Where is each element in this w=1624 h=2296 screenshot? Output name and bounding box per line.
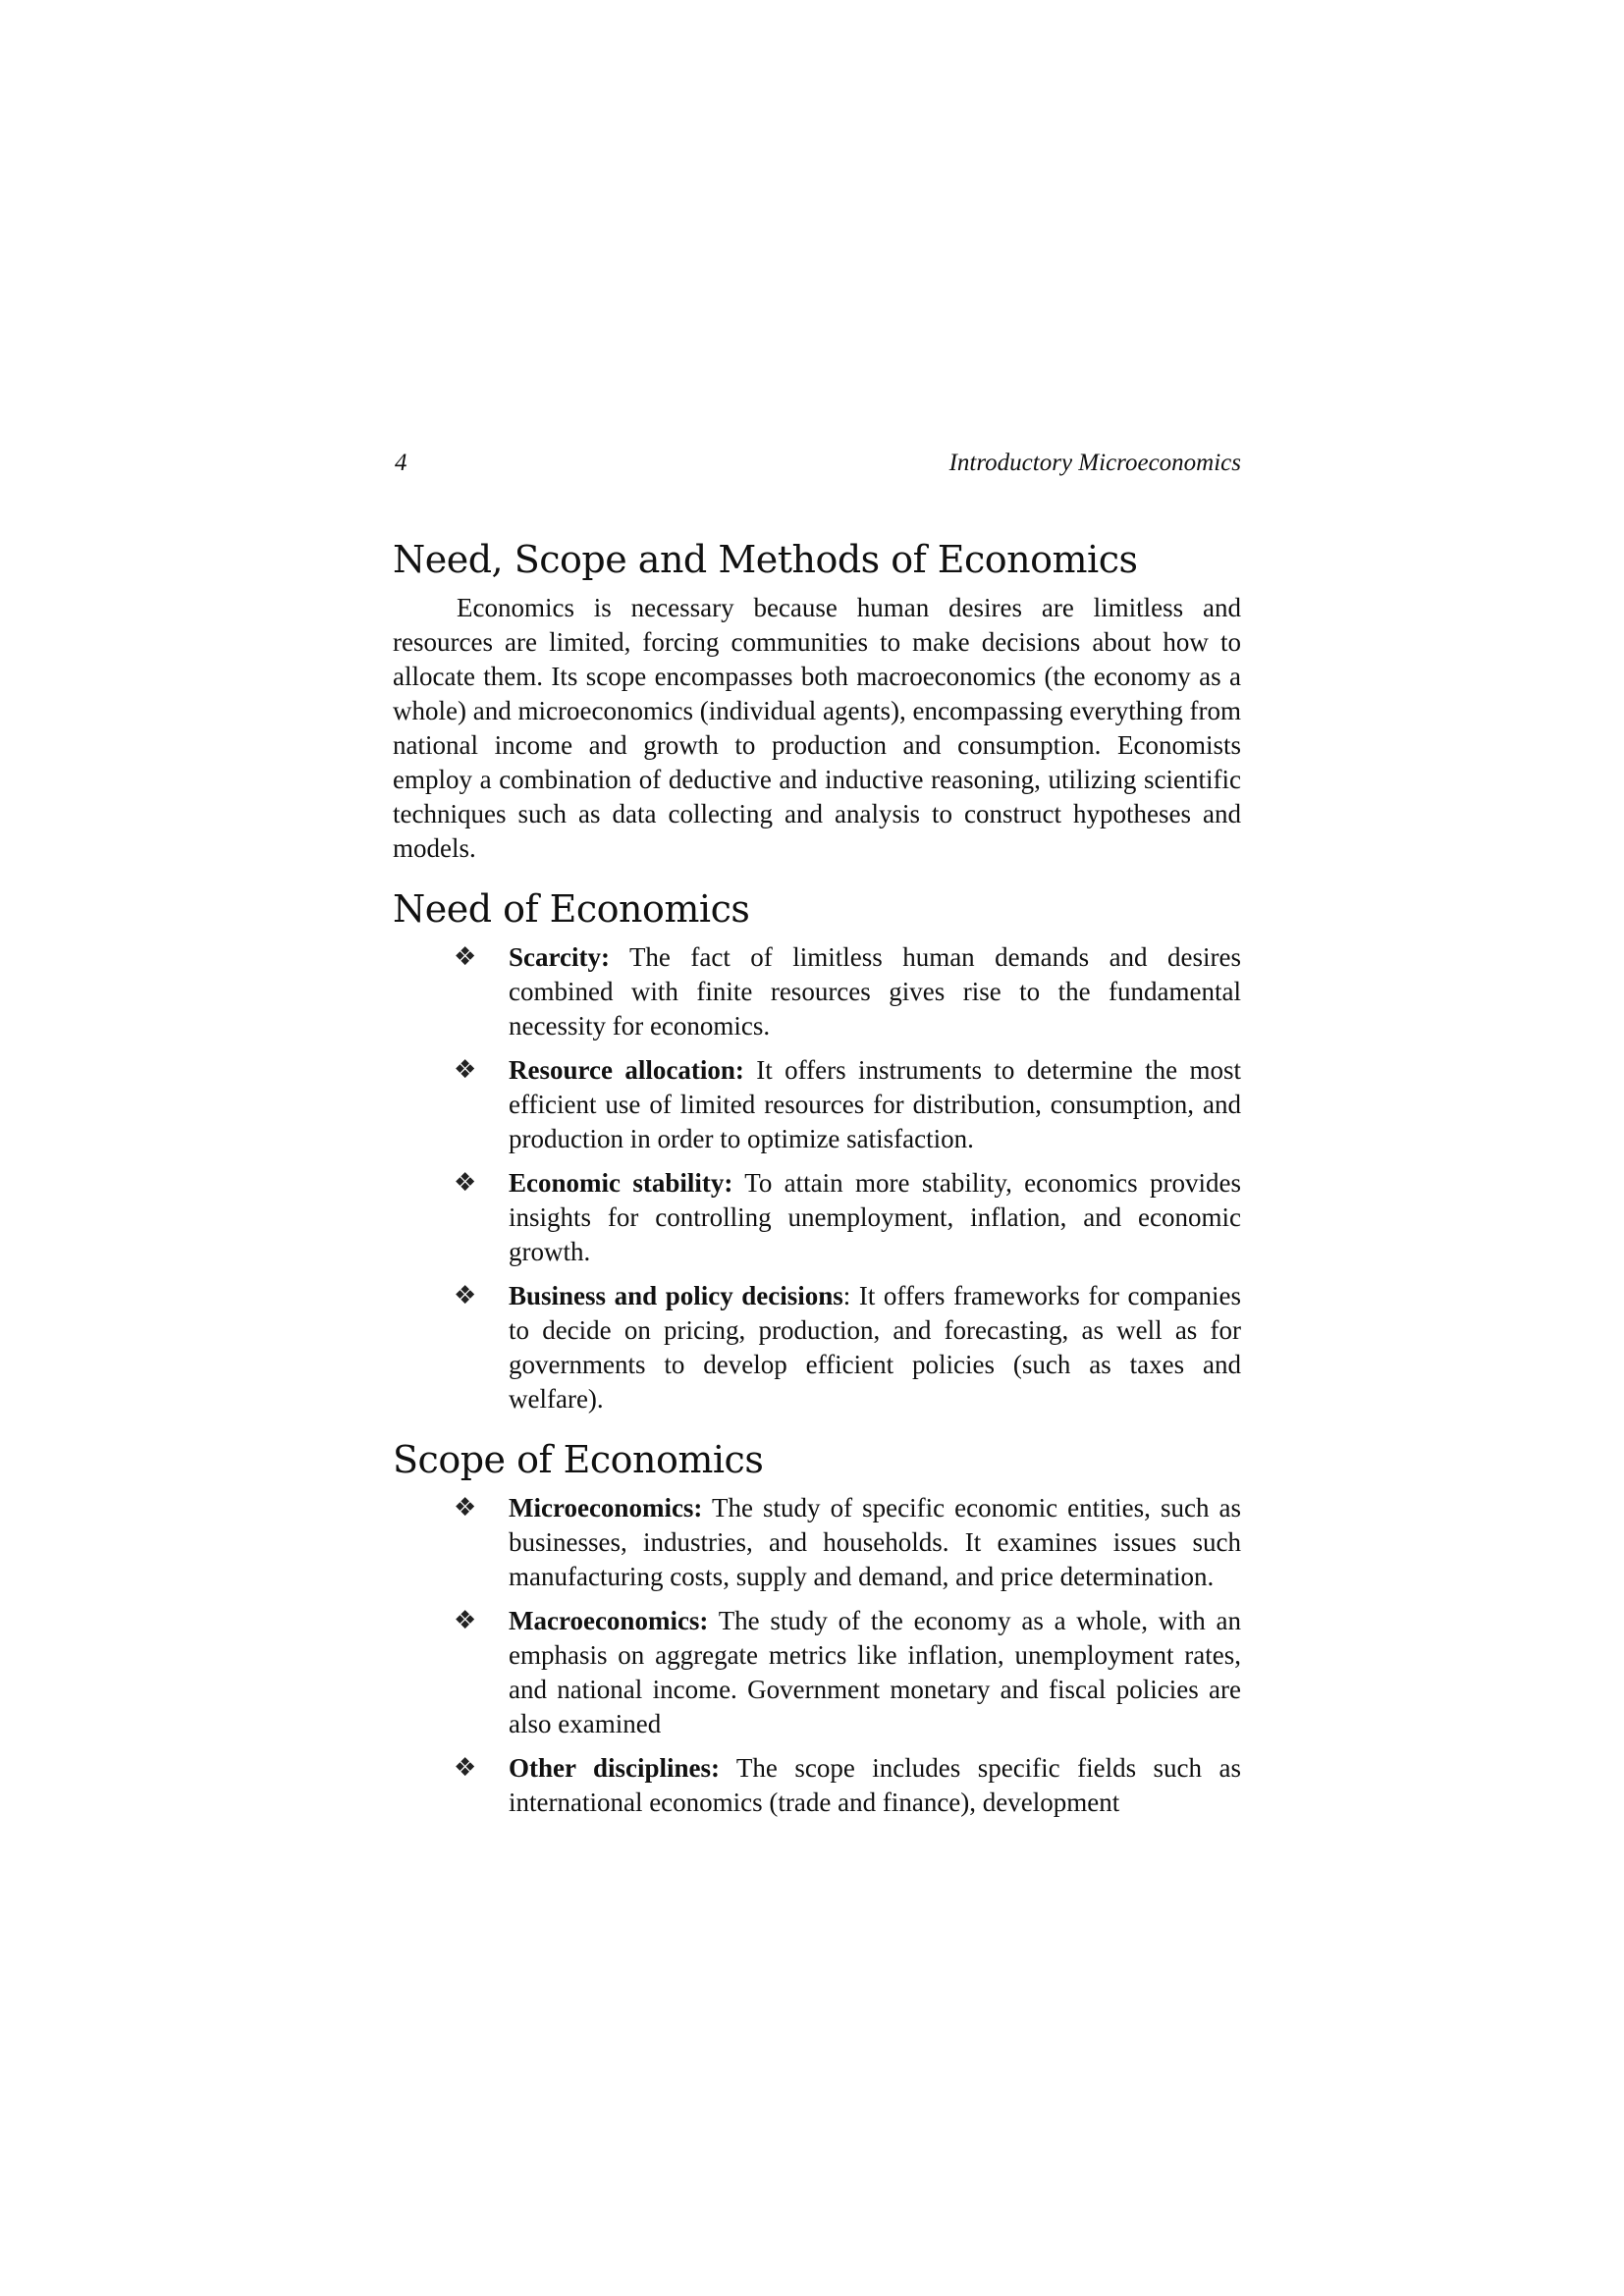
list-item-text: The study of specific economic entities, such as businesses, industries, and households. It examines issues such manufacturing costs, supply and demand, and price determination. — [509, 1493, 1241, 1591]
diamond-bullet-icon: ❖ — [454, 1753, 477, 1783]
list-item-text: The study of the economy as a whole, with an emphasis on aggregate metrics like inflation, unemployment rates, and national income. Government monetary and fiscal policies are also examined — [509, 1606, 1241, 1738]
list-item — [393, 940, 1241, 1043]
list-item-term: Economic stability: — [509, 1168, 733, 1198]
book-title: Introductory Microeconomics — [948, 450, 1241, 476]
list-item — [393, 1751, 1241, 1820]
diamond-bullet-icon: ❖ — [454, 1606, 477, 1635]
list-item-text: The scope includes specific fields such as international economics (trade and finance), development — [509, 1753, 1241, 1817]
list-item-term: Scarcity: — [509, 942, 610, 972]
page-number: 4 — [395, 450, 407, 476]
diamond-bullet-icon: ❖ — [454, 1168, 477, 1198]
section-heading-need-scope-methods: Need, Scope and Methods of Economics — [393, 538, 1138, 581]
list-item — [393, 1279, 1241, 1416]
need-list — [393, 940, 1241, 1416]
running-header — [393, 442, 1241, 481]
list-item-text: It offers instruments to determine the most efficient use of limited resources for distribution, consumption, and production in order to optimize satisfaction. — [509, 1055, 1241, 1153]
list-item-term: Other disciplines: — [509, 1753, 720, 1783]
intro-paragraph: Economics is necessary because human desires are limitless and resources are limited, forcing communities to make decisions about how to allocate them. Its scope encompasses both macroeconomics (the economy as a whole) and microeconomics (individual agents), encompassing everything from national income and growth to production and consumption. Economists employ a combination of deductive and inductive reasoning, utilizing scientific techniques such as data collecting and analysis to construct hypotheses and models. — [393, 593, 1241, 863]
section-heading-scope: Scope of Economics — [393, 1438, 764, 1481]
list-item-text: To attain more stability, economics provides insights for controlling unemployment, inflation, and economic growth. — [509, 1168, 1241, 1266]
diamond-bullet-icon: ❖ — [454, 1493, 477, 1522]
list-item — [393, 1166, 1241, 1269]
list-item-text: : It offers frameworks for companies to decide on pricing, production, and forecasting, as well as for governments to develop efficient policies (such as taxes and welfare). — [509, 1281, 1241, 1414]
list-item — [393, 1604, 1241, 1741]
document-page — [393, 442, 1241, 1830]
list-item — [393, 1491, 1241, 1594]
list-item-term: Microeconomics: — [509, 1493, 703, 1522]
list-item-text: The fact of limitless human demands and desires combined with finite resources gives rise to the fundamental necessity for economics. — [509, 942, 1241, 1041]
section-heading-need: Need of Economics — [393, 887, 750, 931]
list-item-term: Resource allocation: — [509, 1055, 744, 1085]
diamond-bullet-icon: ❖ — [454, 1281, 477, 1310]
diamond-bullet-icon: ❖ — [454, 942, 477, 972]
list-item-term: Business and policy decisions — [509, 1281, 843, 1310]
diamond-bullet-icon: ❖ — [454, 1055, 477, 1085]
scope-list — [393, 1491, 1241, 1820]
list-item-term: Macroeconomics: — [509, 1606, 709, 1635]
list-item — [393, 1053, 1241, 1156]
